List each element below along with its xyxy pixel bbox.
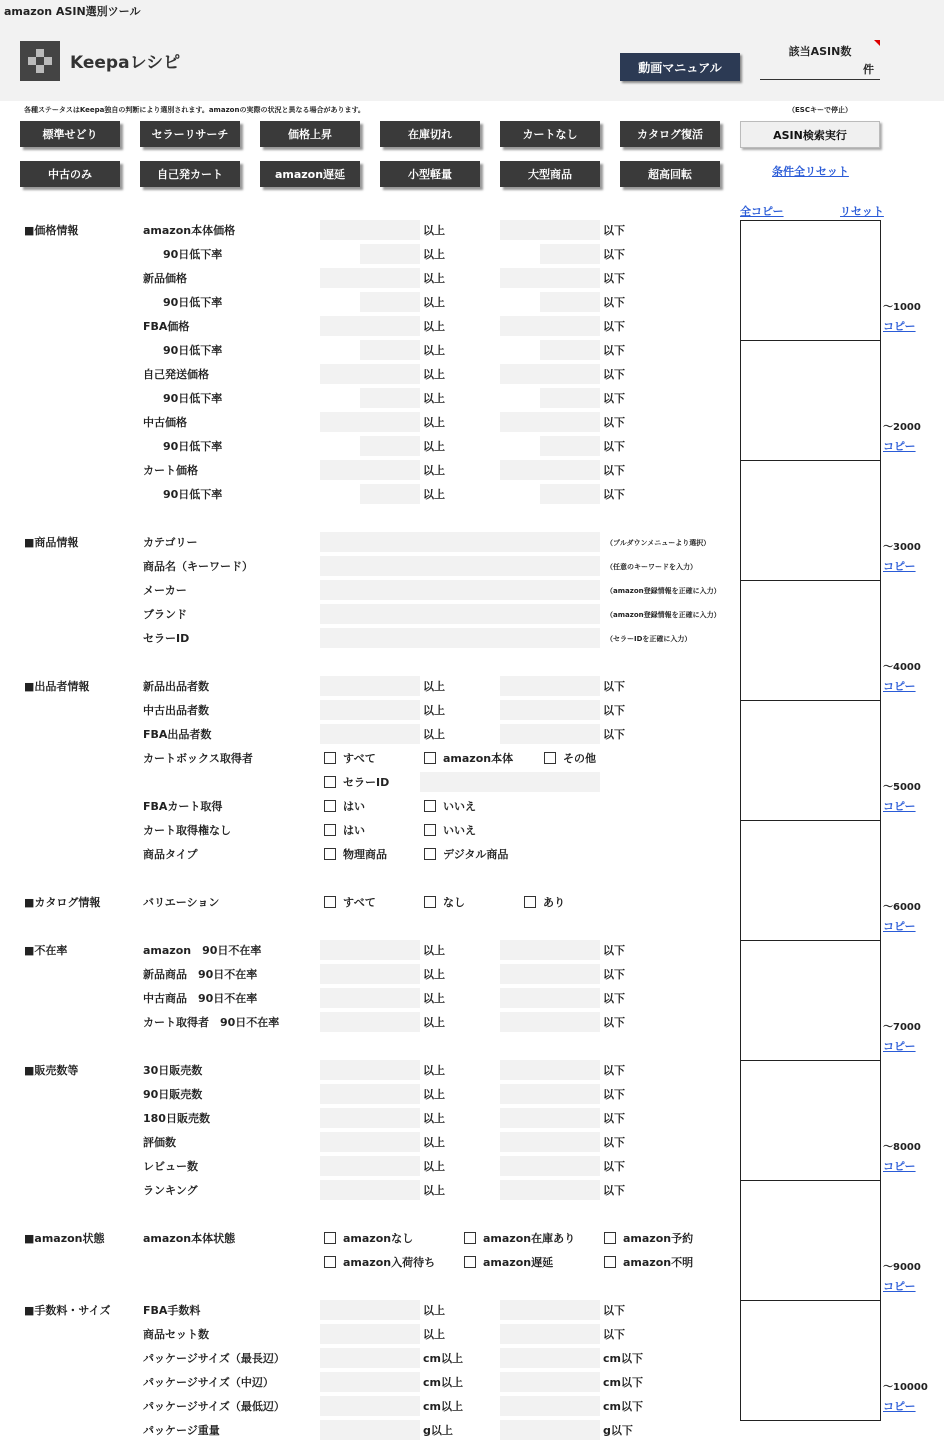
comment-marker-icon bbox=[874, 40, 880, 46]
min-unit: 以上 bbox=[423, 680, 445, 693]
field-label: 中古商品 90日不在率 bbox=[143, 992, 258, 1005]
min-unit: 以上 bbox=[423, 440, 445, 453]
field-label: 評価数 bbox=[143, 1136, 176, 1149]
checkbox-label: amazon在庫あり bbox=[483, 1232, 576, 1245]
min-input[interactable] bbox=[320, 1108, 420, 1128]
max-input[interactable] bbox=[500, 412, 600, 432]
field-hint: （プルダウンメニューより選択） bbox=[606, 539, 711, 547]
field-label: 新品出品者数 bbox=[143, 680, 209, 693]
field-label: ランキング bbox=[143, 1184, 198, 1197]
min-unit: 以上 bbox=[423, 944, 445, 957]
min-input[interactable] bbox=[320, 1348, 420, 1368]
min-unit: 以上 bbox=[423, 392, 445, 405]
preset-button[interactable]: amazon遅延 bbox=[260, 161, 360, 187]
range-label: ～8000 bbox=[883, 1142, 921, 1153]
checkbox[interactable] bbox=[424, 896, 436, 908]
max-input[interactable] bbox=[500, 364, 600, 384]
checkbox[interactable] bbox=[324, 1256, 336, 1268]
max-unit: 以下 bbox=[603, 1304, 625, 1317]
range-label: ～2000 bbox=[883, 422, 921, 433]
range-label: ～6000 bbox=[883, 902, 921, 913]
range-label: ～9000 bbox=[883, 1262, 921, 1273]
preset-button[interactable]: 標準せどり bbox=[20, 121, 120, 147]
field-hint: （任意のキーワードを入力） bbox=[606, 563, 697, 571]
range-label: ～3000 bbox=[883, 542, 921, 553]
field-label: カテゴリー bbox=[143, 536, 198, 549]
field-label: FBAカート取得 bbox=[143, 800, 223, 813]
asin-search-button[interactable]: ASIN検索実行 bbox=[740, 121, 880, 148]
app-title: amazon ASIN選別ツール bbox=[4, 5, 141, 18]
range-label: ～10000 bbox=[883, 1382, 928, 1393]
result-box[interactable] bbox=[740, 940, 881, 1061]
max-unit: 以下 bbox=[603, 1160, 625, 1173]
min-unit: 以上 bbox=[423, 1328, 445, 1341]
max-unit: g以下 bbox=[603, 1424, 633, 1437]
reset-all-link[interactable]: 条件全リセット bbox=[772, 165, 849, 178]
max-unit: cm以下 bbox=[603, 1400, 643, 1413]
min-unit: 以上 bbox=[423, 416, 445, 429]
field-label: 新品商品 90日不在率 bbox=[143, 968, 258, 981]
field-label: セラーID bbox=[143, 632, 190, 645]
checkbox-label: デジタル商品 bbox=[443, 848, 509, 861]
checkbox-label: いいえ bbox=[443, 800, 476, 813]
text-input[interactable] bbox=[320, 532, 600, 552]
field-label: 90日低下率 bbox=[163, 248, 223, 261]
field-label: 新品価格 bbox=[143, 272, 187, 285]
max-unit: 以下 bbox=[603, 1064, 625, 1077]
field-label: 90日低下率 bbox=[163, 440, 223, 453]
field-label: パッケージサイズ（最長辺） bbox=[143, 1352, 285, 1365]
copy-link[interactable]: コピー bbox=[883, 440, 916, 453]
max-input[interactable] bbox=[500, 1084, 600, 1104]
result-box[interactable] bbox=[740, 1060, 881, 1181]
logo-brand: Keepa bbox=[70, 53, 130, 73]
min-input[interactable] bbox=[320, 1396, 420, 1416]
preset-button[interactable]: 中古のみ bbox=[20, 161, 120, 187]
max-input[interactable] bbox=[500, 1372, 600, 1392]
field-label: 90日低下率 bbox=[163, 488, 223, 501]
max-input[interactable] bbox=[500, 988, 600, 1008]
max-unit: 以下 bbox=[603, 416, 625, 429]
min-unit: 以上 bbox=[423, 968, 445, 981]
checkbox-label: amazon予約 bbox=[623, 1232, 694, 1245]
max-input[interactable] bbox=[500, 1396, 600, 1416]
max-input[interactable] bbox=[500, 220, 600, 240]
max-input[interactable] bbox=[500, 724, 600, 744]
checkbox-label: その他 bbox=[563, 752, 596, 765]
result-box[interactable] bbox=[740, 1180, 881, 1301]
field-label: カートボックス取得者 bbox=[143, 752, 253, 765]
max-input[interactable] bbox=[500, 700, 600, 720]
min-input[interactable] bbox=[320, 364, 420, 384]
checkbox[interactable] bbox=[464, 1256, 476, 1268]
max-input[interactable] bbox=[540, 388, 600, 408]
max-input[interactable] bbox=[500, 460, 600, 480]
min-unit: 以上 bbox=[423, 704, 445, 717]
section-title: ■価格情報 bbox=[24, 224, 79, 237]
field-label: 90日低下率 bbox=[163, 344, 223, 357]
esc-note: （ESCキーで停止） bbox=[788, 106, 852, 114]
reset-link[interactable]: リセット bbox=[840, 205, 884, 218]
max-input[interactable] bbox=[500, 1060, 600, 1080]
min-input[interactable] bbox=[360, 292, 420, 312]
min-input[interactable] bbox=[360, 244, 420, 264]
section-title: ■amazon状態 bbox=[24, 1232, 105, 1245]
max-input[interactable] bbox=[500, 1180, 600, 1200]
max-unit: 以下 bbox=[603, 1016, 625, 1029]
checkbox[interactable] bbox=[464, 1232, 476, 1244]
min-input[interactable] bbox=[320, 412, 420, 432]
section-title: ■不在率 bbox=[24, 944, 68, 957]
max-unit: 以下 bbox=[603, 440, 625, 453]
result-box[interactable] bbox=[740, 460, 881, 581]
result-box[interactable] bbox=[740, 580, 881, 701]
checkbox[interactable] bbox=[324, 800, 336, 812]
text-input[interactable] bbox=[320, 580, 600, 600]
checkbox-label: はい bbox=[343, 800, 365, 813]
max-input[interactable] bbox=[540, 436, 600, 456]
field-label: メーカー bbox=[143, 584, 187, 597]
max-unit: 以下 bbox=[603, 1136, 625, 1149]
min-input[interactable] bbox=[320, 964, 420, 984]
field-label: カート取得者 90日不在率 bbox=[143, 1016, 280, 1029]
section-title: ■手数料・サイズ bbox=[24, 1304, 111, 1317]
max-input[interactable] bbox=[500, 940, 600, 960]
seller-id-input[interactable] bbox=[420, 772, 600, 792]
min-unit: 以上 bbox=[423, 1184, 445, 1197]
min-input[interactable] bbox=[360, 484, 420, 504]
checkbox-label: amazon本体 bbox=[443, 752, 514, 765]
max-unit: 以下 bbox=[603, 248, 625, 261]
field-label: amazon 90日不在率 bbox=[143, 944, 262, 957]
section-title: ■出品者情報 bbox=[24, 680, 90, 693]
field-label: FBA出品者数 bbox=[143, 728, 212, 741]
min-unit: 以上 bbox=[423, 320, 445, 333]
checkbox-label: amazon不明 bbox=[623, 1256, 694, 1269]
field-label: 90日低下率 bbox=[163, 296, 223, 309]
min-input[interactable] bbox=[360, 436, 420, 456]
field-label: 商品名（キーワード） bbox=[143, 560, 253, 573]
min-unit: cm以上 bbox=[423, 1400, 463, 1413]
field-label: 30日販売数 bbox=[143, 1064, 203, 1077]
result-box[interactable] bbox=[740, 700, 881, 821]
min-unit: 以上 bbox=[423, 296, 445, 309]
min-input[interactable] bbox=[320, 268, 420, 288]
field-label: 中古価格 bbox=[143, 416, 187, 429]
result-box[interactable] bbox=[740, 220, 881, 341]
max-unit: 以下 bbox=[603, 224, 625, 237]
min-input[interactable] bbox=[320, 316, 420, 336]
min-unit: cm以上 bbox=[423, 1352, 463, 1365]
preset-button[interactable]: 在庫切れ bbox=[380, 121, 480, 147]
min-unit: 以上 bbox=[423, 1088, 445, 1101]
checkbox-label: いいえ bbox=[443, 824, 476, 837]
preset-button[interactable]: 大型商品 bbox=[500, 161, 600, 187]
checkbox-label: 物理商品 bbox=[343, 848, 387, 861]
result-box[interactable] bbox=[740, 340, 881, 461]
checkbox-label: amazonなし bbox=[343, 1232, 414, 1245]
preset-button[interactable]: カタログ復活 bbox=[620, 121, 720, 147]
checkbox-label: セラーID bbox=[343, 776, 390, 789]
field-label: 90日低下率 bbox=[163, 392, 223, 405]
range-label: ～4000 bbox=[883, 662, 921, 673]
min-unit: 以上 bbox=[423, 368, 445, 381]
checkbox[interactable] bbox=[324, 848, 336, 860]
min-unit: cm以上 bbox=[423, 1376, 463, 1389]
copy-link[interactable]: コピー bbox=[883, 320, 916, 333]
max-input[interactable] bbox=[500, 964, 600, 984]
max-input[interactable] bbox=[540, 292, 600, 312]
checkbox[interactable] bbox=[604, 1256, 616, 1268]
copy-link[interactable]: コピー bbox=[883, 920, 916, 933]
field-label: カート取得権なし bbox=[143, 824, 231, 837]
min-input[interactable] bbox=[320, 1420, 420, 1440]
min-input[interactable] bbox=[320, 1084, 420, 1104]
max-input[interactable] bbox=[500, 1156, 600, 1176]
min-input[interactable] bbox=[320, 1372, 420, 1392]
copy-link[interactable]: コピー bbox=[883, 680, 916, 693]
preset-button[interactable]: カートなし bbox=[500, 121, 600, 147]
checkbox[interactable] bbox=[324, 896, 336, 908]
min-input[interactable] bbox=[320, 1060, 420, 1080]
field-label: 180日販売数 bbox=[143, 1112, 210, 1125]
field-label: FBA手数料 bbox=[143, 1304, 201, 1317]
max-unit: 以下 bbox=[603, 680, 625, 693]
min-unit: 以上 bbox=[423, 1304, 445, 1317]
field-label: パッケージサイズ（中辺） bbox=[143, 1376, 274, 1389]
section-title: ■販売数等 bbox=[24, 1064, 79, 1077]
range-label: ～5000 bbox=[883, 782, 921, 793]
max-input[interactable] bbox=[500, 1420, 600, 1440]
checkbox[interactable] bbox=[424, 752, 436, 764]
max-input[interactable] bbox=[500, 1300, 600, 1320]
copy-link[interactable]: コピー bbox=[883, 800, 916, 813]
preset-button[interactable]: セラーリサーチ bbox=[140, 121, 240, 147]
field-label: バリエーション bbox=[143, 896, 220, 909]
field-label: パッケージ重量 bbox=[143, 1424, 220, 1437]
min-input[interactable] bbox=[320, 1012, 420, 1032]
max-input[interactable] bbox=[500, 268, 600, 288]
max-unit: 以下 bbox=[603, 344, 625, 357]
min-input[interactable] bbox=[320, 1300, 420, 1320]
checkbox-label: なし bbox=[443, 896, 465, 909]
min-input[interactable] bbox=[320, 724, 420, 744]
text-input[interactable] bbox=[320, 556, 600, 576]
max-unit: 以下 bbox=[603, 992, 625, 1005]
max-unit: 以下 bbox=[603, 320, 625, 333]
max-input[interactable] bbox=[500, 1108, 600, 1128]
max-input[interactable] bbox=[500, 1324, 600, 1344]
min-input[interactable] bbox=[320, 940, 420, 960]
checkbox-label: すべて bbox=[343, 752, 376, 765]
field-label: 商品セット数 bbox=[143, 1328, 209, 1341]
asin-count-field: 件 bbox=[760, 60, 880, 80]
max-unit: 以下 bbox=[603, 1184, 625, 1197]
max-unit: 以下 bbox=[603, 1112, 625, 1125]
field-label: ブランド bbox=[143, 608, 187, 621]
max-input[interactable] bbox=[500, 1132, 600, 1152]
max-unit: 以下 bbox=[603, 704, 625, 717]
max-input[interactable] bbox=[500, 676, 600, 696]
min-unit: g以上 bbox=[423, 1424, 453, 1437]
min-unit: 以上 bbox=[423, 248, 445, 261]
min-input[interactable] bbox=[320, 220, 420, 240]
min-input[interactable] bbox=[320, 1180, 420, 1200]
min-unit: 以上 bbox=[423, 992, 445, 1005]
max-input[interactable] bbox=[540, 244, 600, 264]
min-unit: 以上 bbox=[423, 464, 445, 477]
max-unit: 以下 bbox=[603, 368, 625, 381]
checkbox[interactable] bbox=[424, 848, 436, 860]
max-input[interactable] bbox=[540, 340, 600, 360]
max-input[interactable] bbox=[540, 484, 600, 504]
video-manual-button[interactable]: 動画マニュアル bbox=[620, 53, 740, 81]
max-unit: cm以下 bbox=[603, 1352, 643, 1365]
disclaimer-text: 各種ステータスはKeepa独自の判断により選別されます。amazonの実際の状況と異なる場合があります。 bbox=[24, 106, 365, 114]
field-hint: （amazon登録情報を正確に入力） bbox=[606, 611, 721, 619]
max-input[interactable] bbox=[500, 1012, 600, 1032]
checkbox[interactable] bbox=[324, 824, 336, 836]
result-box[interactable] bbox=[740, 820, 881, 941]
checkbox[interactable] bbox=[324, 776, 336, 788]
max-unit: 以下 bbox=[603, 488, 625, 501]
max-unit: 以下 bbox=[603, 464, 625, 477]
copy-link[interactable]: コピー bbox=[883, 1280, 916, 1293]
min-input[interactable] bbox=[360, 388, 420, 408]
copy-link[interactable]: コピー bbox=[883, 560, 916, 573]
section-title: ■カタログ情報 bbox=[24, 896, 101, 909]
checkbox[interactable] bbox=[424, 800, 436, 812]
checkbox[interactable] bbox=[604, 1232, 616, 1244]
max-unit: 以下 bbox=[603, 728, 625, 741]
max-input[interactable] bbox=[500, 1348, 600, 1368]
checkbox-label: あり bbox=[543, 896, 565, 909]
field-label: FBA価格 bbox=[143, 320, 190, 333]
copy-link[interactable]: コピー bbox=[883, 1400, 916, 1413]
min-unit: 以上 bbox=[423, 488, 445, 501]
min-input[interactable] bbox=[320, 988, 420, 1008]
preset-button[interactable]: 超高回転 bbox=[620, 161, 720, 187]
field-label: レビュー数 bbox=[143, 1160, 198, 1173]
field-label: 商品タイプ bbox=[143, 848, 198, 861]
copy-link[interactable]: コピー bbox=[883, 1040, 916, 1053]
checkbox[interactable] bbox=[524, 896, 536, 908]
min-unit: 以上 bbox=[423, 1016, 445, 1029]
max-unit: 以下 bbox=[603, 968, 625, 981]
text-input[interactable] bbox=[320, 628, 600, 648]
field-label: amazon本体価格 bbox=[143, 224, 236, 237]
min-input[interactable] bbox=[320, 1132, 420, 1152]
range-label: ～7000 bbox=[883, 1022, 921, 1033]
field-label: 中古出品者数 bbox=[143, 704, 209, 717]
field-label: 自己発送価格 bbox=[143, 368, 209, 381]
preset-button[interactable]: 小型軽量 bbox=[380, 161, 480, 187]
checkbox-label: はい bbox=[343, 824, 365, 837]
min-input[interactable] bbox=[320, 676, 420, 696]
max-unit: 以下 bbox=[603, 392, 625, 405]
min-unit: 以上 bbox=[423, 344, 445, 357]
max-input[interactable] bbox=[500, 316, 600, 336]
min-unit: 以上 bbox=[423, 1136, 445, 1149]
max-unit: 以下 bbox=[603, 272, 625, 285]
checkbox-label: すべて bbox=[343, 896, 376, 909]
copy-all-link[interactable]: 全コピー bbox=[740, 205, 784, 218]
section-title: ■商品情報 bbox=[24, 536, 79, 549]
min-unit: 以上 bbox=[423, 728, 445, 741]
logo-icon bbox=[20, 41, 60, 81]
min-input[interactable] bbox=[320, 460, 420, 480]
checkbox-label: amazon入荷待ち bbox=[343, 1256, 436, 1269]
field-label: 90日販売数 bbox=[143, 1088, 203, 1101]
min-unit: 以上 bbox=[423, 224, 445, 237]
checkbox-label: amazon遅延 bbox=[483, 1256, 554, 1269]
max-unit: 以下 bbox=[603, 1088, 625, 1101]
min-input[interactable] bbox=[320, 1156, 420, 1176]
field-hint: （セラーIDを正確に入力） bbox=[606, 635, 692, 643]
field-label: パッケージサイズ（最低辺） bbox=[143, 1400, 285, 1413]
max-unit: 以下 bbox=[603, 1328, 625, 1341]
result-box[interactable] bbox=[740, 1300, 881, 1421]
preset-button[interactable]: 自己発カート bbox=[140, 161, 240, 187]
field-label: カート価格 bbox=[143, 464, 198, 477]
min-input[interactable] bbox=[320, 700, 420, 720]
min-input[interactable] bbox=[360, 340, 420, 360]
field-label: amazon本体状態 bbox=[143, 1232, 236, 1245]
text-input[interactable] bbox=[320, 604, 600, 624]
min-unit: 以上 bbox=[423, 1112, 445, 1125]
checkbox[interactable] bbox=[424, 824, 436, 836]
checkbox[interactable] bbox=[544, 752, 556, 764]
min-input[interactable] bbox=[320, 1324, 420, 1344]
asin-count-label: 該当ASIN数 bbox=[788, 45, 852, 58]
max-unit: 以下 bbox=[603, 296, 625, 309]
checkbox[interactable] bbox=[324, 752, 336, 764]
max-unit: 以下 bbox=[603, 944, 625, 957]
checkbox[interactable] bbox=[324, 1232, 336, 1244]
max-unit: cm以下 bbox=[603, 1376, 643, 1389]
range-label: ～1000 bbox=[883, 302, 921, 313]
logo-suffix: レシピ bbox=[129, 53, 181, 73]
field-hint: （amazon登録情報を正確に入力） bbox=[606, 587, 721, 595]
preset-button[interactable]: 価格上昇 bbox=[260, 121, 360, 147]
min-unit: 以上 bbox=[423, 272, 445, 285]
min-unit: 以上 bbox=[423, 1160, 445, 1173]
min-unit: 以上 bbox=[423, 1064, 445, 1077]
logo-text bbox=[70, 48, 180, 73]
copy-link[interactable]: コピー bbox=[883, 1160, 916, 1173]
